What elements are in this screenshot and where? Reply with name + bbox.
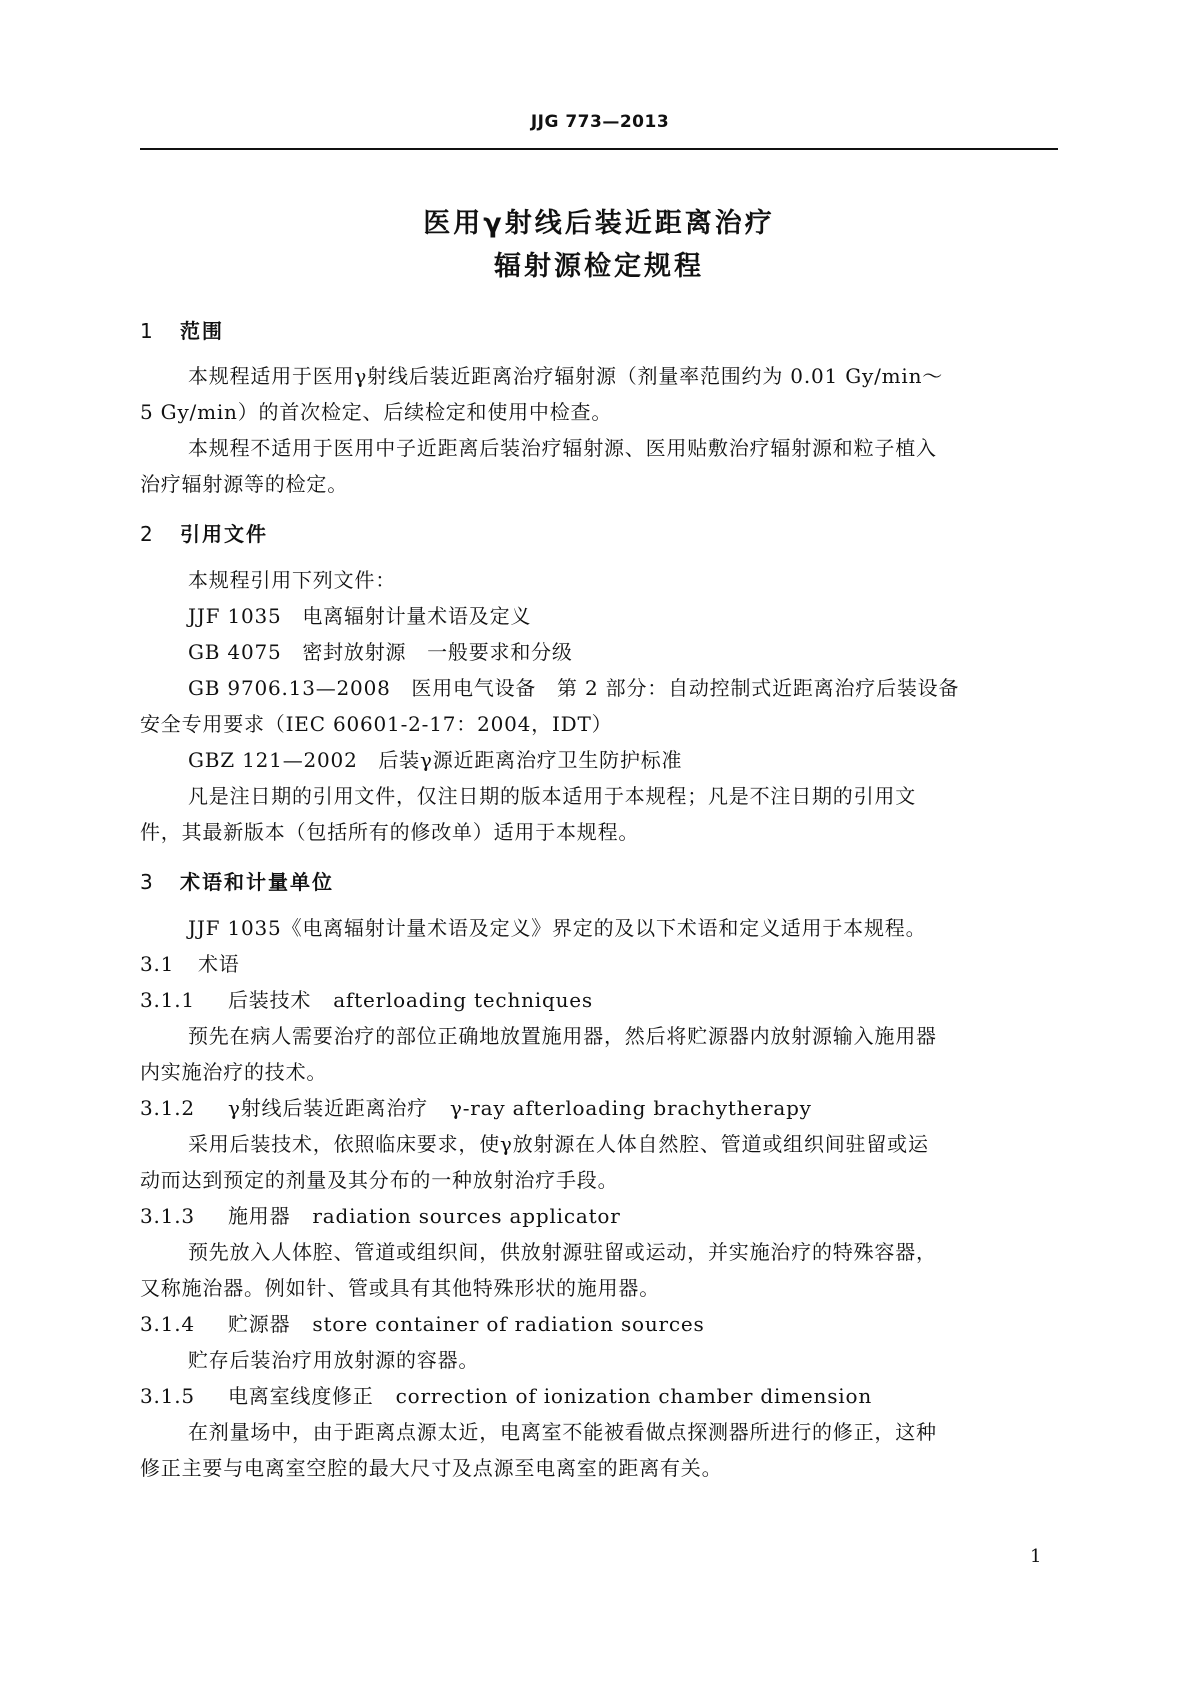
section-number: 3	[140, 870, 155, 894]
subsection-title: 术语	[198, 952, 240, 976]
paragraph-line: 本规程适用于医用γ射线后装近距离治疗辐射源（剂量率范围约为 0.01 Gy/min～	[188, 364, 944, 388]
term-name: 贮源器	[228, 1312, 291, 1336]
term-heading	[140, 1198, 1058, 1234]
term-name: 施用器	[228, 1204, 291, 1228]
paragraph-line: 件，其最新版本（包括所有的修改单）适用于本规程。	[140, 820, 640, 844]
term-english: store container of radiation sources	[312, 1312, 705, 1336]
term-definition: 预先在病人需要治疗的部位正确地放置施用器，然后将贮源器内放射源输入施用器	[188, 1024, 937, 1048]
term-heading	[140, 1090, 1058, 1126]
term-name: 电离室线度修正	[228, 1384, 374, 1408]
term-name: 后装技术	[228, 988, 312, 1012]
term-english: afterloading techniques	[333, 988, 593, 1012]
term-english: γ-ray afterloading brachytherapy	[449, 1096, 812, 1120]
term-number: 3.1.2	[140, 1096, 195, 1120]
section-1-heading	[140, 315, 224, 344]
section-3-heading	[140, 866, 334, 895]
reference-item: 安全专用要求（IEC 60601-2-17：2004，IDT）	[140, 712, 613, 736]
doc-code-header: JJG 773—2013	[530, 112, 670, 132]
term-number: 3.1.4	[140, 1312, 195, 1336]
term-definition: 采用后装技术，依照临床要求，使γ放射源在人体自然腔、管道或组织间驻留或运	[188, 1132, 929, 1156]
term-definition: 贮存后装治疗用放射源的容器。	[188, 1348, 480, 1372]
term-number: 3.1.3	[140, 1204, 195, 1228]
reference-item: JJF 1035 电离辐射计量术语及定义	[188, 604, 532, 628]
subsection-number: 3.1	[140, 952, 175, 976]
header-rule	[140, 148, 1058, 150]
term-definition: 预先放入人体腔、管道或组织间，供放射源驻留或运动，并实施治疗的特殊容器，	[188, 1240, 937, 1264]
term-heading	[140, 1378, 1058, 1414]
section-title: 术语和计量单位	[180, 870, 334, 894]
section-number: 1	[140, 319, 155, 343]
reference-item: GBZ 121—2002 后装γ源近距离治疗卫生防护标准	[188, 748, 683, 772]
term-heading	[140, 1306, 1058, 1342]
paragraph-line: 本规程引用下列文件：	[188, 568, 396, 592]
term-definition: 动而达到预定的剂量及其分布的一种放射治疗手段。	[140, 1168, 619, 1192]
term-number: 3.1.5	[140, 1384, 195, 1408]
reference-item: GB 9706.13—2008 医用电气设备 第 2 部分：自动控制式近距离治疗后装设备	[188, 676, 960, 700]
term-definition: 内实施治疗的技术。	[140, 1060, 328, 1084]
reference-item: GB 4075 密封放射源 一般要求和分级	[188, 640, 573, 664]
term-definition: 修正主要与电离室空腔的最大尺寸及点源至电离室的距离有关。	[140, 1456, 723, 1480]
term-number: 3.1.1	[140, 988, 195, 1012]
term-heading	[140, 982, 1058, 1018]
term-definition: 又称施治器。例如针、管或具有其他特殊形状的施用器。	[140, 1276, 660, 1300]
title-line-2: 辐射源检定规程	[494, 251, 704, 282]
subsection-heading	[140, 946, 1058, 982]
section-title: 范围	[180, 319, 224, 343]
term-name: γ射线后装近距离治疗	[228, 1096, 428, 1120]
paragraph-line: 凡是注日期的引用文件，仅注日期的版本适用于本规程；凡是不注日期的引用文	[188, 784, 916, 808]
page-number: 1	[1030, 1546, 1042, 1567]
section-number: 2	[140, 522, 155, 546]
term-english: radiation sources applicator	[312, 1204, 621, 1228]
section-title: 引用文件	[180, 522, 268, 546]
paragraph-line: 5 Gy/min）的首次检定、后续检定和使用中检查。	[140, 400, 613, 424]
paragraph-line: 治疗辐射源等的检定。	[140, 472, 348, 496]
title-line-1: 医用γ射线后装近距离治疗	[423, 208, 775, 239]
paragraph-line: 本规程不适用于医用中子近距离后装治疗辐射源、医用贴敷治疗辐射源和粒子植入	[188, 436, 937, 460]
paragraph-line: JJF 1035《电离辐射计量术语及定义》界定的及以下术语和定义适用于本规程。	[188, 916, 927, 940]
term-definition: 在剂量场中，由于距离点源太近，电离室不能被看做点探测器所进行的修正，这种	[188, 1420, 937, 1444]
section-2-heading	[140, 518, 268, 547]
term-english: correction of ionization chamber dimension	[395, 1384, 873, 1408]
